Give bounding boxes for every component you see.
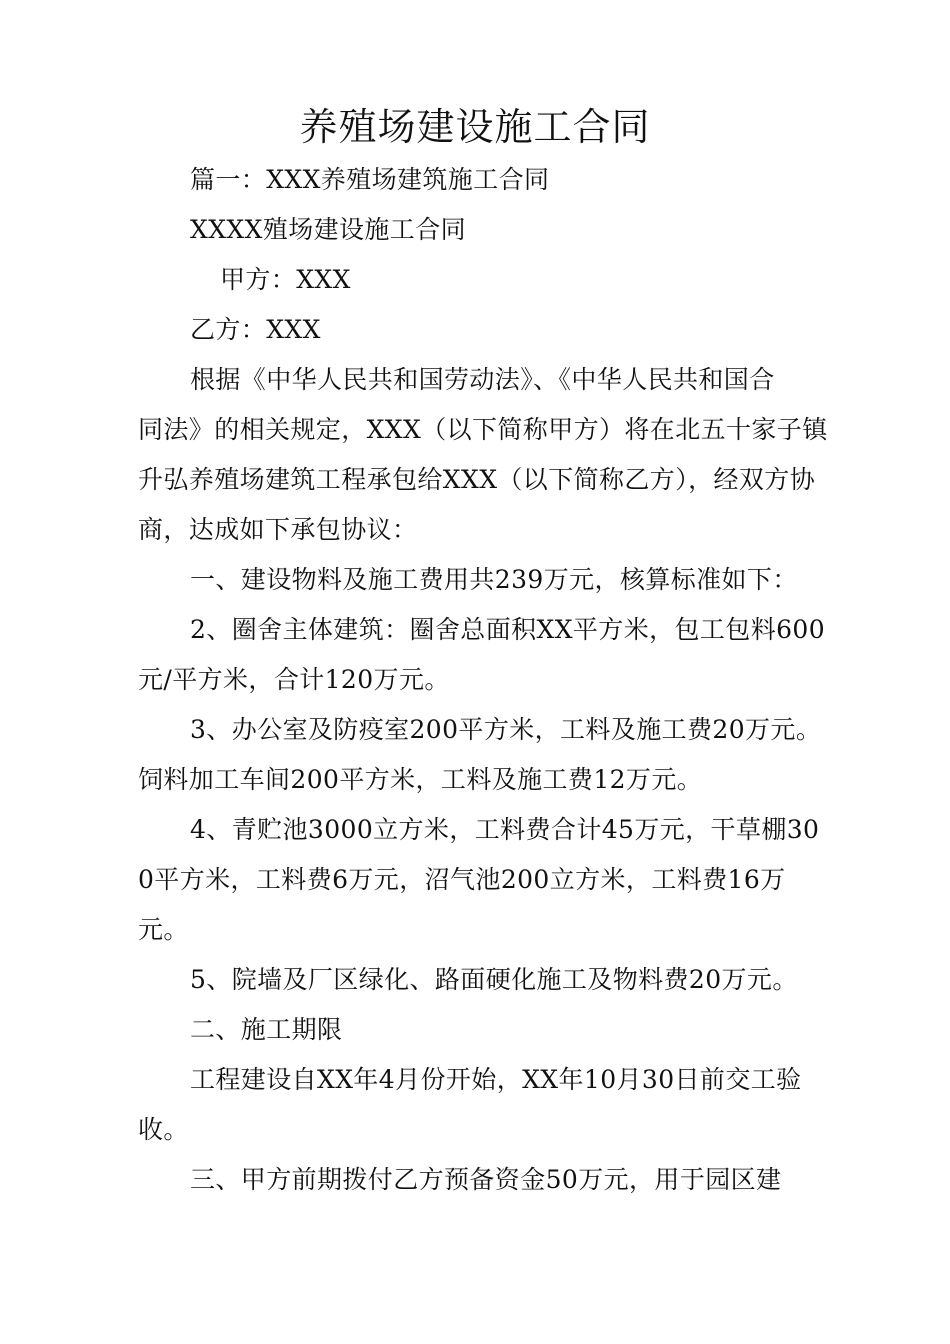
document-line: 元/平方米，合计120万元。 [138, 665, 450, 694]
document-line: 升弘养殖场建筑工程承包给XXX（以下简称乙方），经双方协 [138, 465, 816, 494]
document-line: 2、圈舍主体建筑：圈舍总面积XX平方米，包工包料600 [190, 615, 826, 644]
document-line: 一、建设物料及施工费用共239万元，核算标准如下： [190, 565, 798, 594]
document-line: XXXX殖场建设施工合同 [190, 215, 466, 244]
document-line: 乙方：XXX [190, 315, 321, 344]
document-line: 篇一：XXX养殖场建筑施工合同 [190, 165, 550, 194]
document-line: 工程建设自XX年4月份开始，XX年10月30日前交工验 [190, 1065, 802, 1094]
document-line: 商，达成如下承包协议： [138, 515, 418, 544]
document-line: 饲料加工车间200平方米，工料及施工费12万元。 [138, 765, 703, 794]
document-line: 元。 [138, 915, 189, 944]
document-line: 二、施工期限 [190, 1015, 343, 1044]
document-line: 同法》的相关规定，XXX（以下简称甲方）将在北五十家子镇 [138, 415, 828, 444]
document-line: 4、青贮池3000立方米，工料费合计45万元，干草棚30 [190, 815, 820, 844]
document-title: 养殖场建设施工合同 [299, 105, 651, 149]
document-line: 3、办公室及防疫室200平方米，工料及施工费20万元。 [190, 715, 822, 744]
document-line: 收。 [138, 1115, 189, 1144]
document-line: 根据《中华人民共和国劳动法》、《中华人民共和国合 [190, 365, 775, 394]
document-line: 三、甲方前期拨付乙方预备资金50万元，用于园区建 [190, 1165, 782, 1194]
document-line: 5、院墙及厂区绿化、路面硬化施工及物料费20万元。 [190, 965, 798, 994]
document-line: 0平方米，工料费6万元，沼气池200立方米，工料费16万 [138, 865, 786, 894]
document-line: 甲方：XXX [220, 265, 351, 294]
